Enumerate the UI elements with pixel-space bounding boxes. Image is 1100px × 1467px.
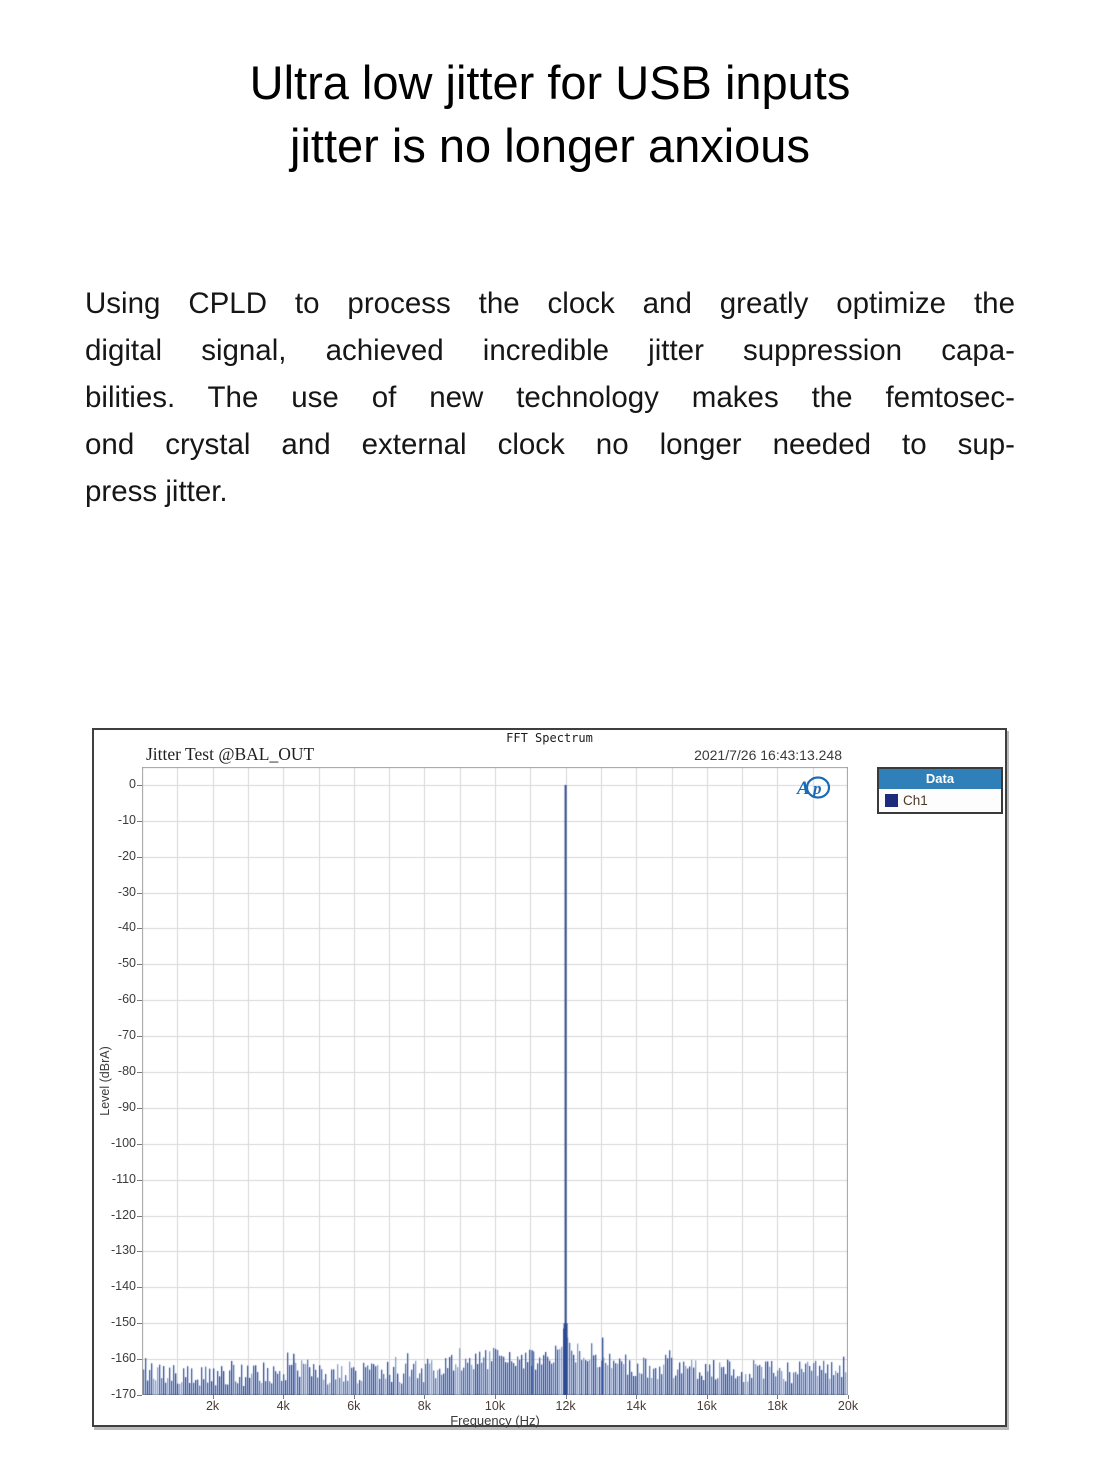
y-tick-label: -160 — [110, 1351, 136, 1366]
y-tick-mark — [137, 821, 142, 822]
y-tick-label: -100 — [110, 1135, 136, 1150]
y-tick-label: -170 — [110, 1387, 136, 1401]
y-tick-label: -70 — [117, 1028, 136, 1043]
y-tick-mark — [137, 1108, 142, 1109]
y-tick-mark — [137, 785, 142, 786]
y-tick-label: -80 — [117, 1064, 136, 1079]
svg-text:A: A — [797, 778, 810, 799]
x-tick-label: 16k — [696, 1399, 717, 1413]
y-tick-label: -140 — [110, 1279, 136, 1294]
y-tick-label: -120 — [110, 1207, 136, 1222]
y-tick-mark — [137, 1395, 142, 1396]
y-tick-label: 0 — [129, 776, 136, 791]
x-tick-mark — [213, 1395, 214, 1399]
intro-paragraph-line: press jitter. — [85, 475, 228, 508]
y-tick-label: -40 — [117, 920, 136, 935]
x-tick-label: 4k — [276, 1399, 290, 1413]
x-tick-mark — [354, 1395, 355, 1399]
x-tick-mark — [777, 1395, 778, 1399]
fft-spectrum-window — [92, 728, 1007, 1427]
y-tick-mark — [137, 1323, 142, 1324]
y-tick-mark — [137, 1287, 142, 1288]
legend-header: Data — [879, 769, 1001, 789]
y-tick-label: -150 — [110, 1315, 136, 1330]
x-axis-title: Frequency (Hz) — [450, 1413, 540, 1428]
x-tick-label: 8k — [417, 1399, 431, 1413]
y-tick-mark — [137, 1036, 142, 1037]
page-title — [0, 52, 1100, 177]
intro-paragraph-line: Using CPLD to process the clock and greatly optimize the — [85, 287, 1015, 320]
x-tick-label: 12k — [555, 1399, 576, 1413]
y-tick-label: -30 — [117, 884, 136, 899]
x-axis-ticks — [142, 1399, 859, 1414]
chart-timestamp: 2021/7/26 16:43:13.248 — [694, 747, 842, 763]
intro-paragraph-line: bilities. The use of new technology makes the femtosec- — [85, 381, 1015, 414]
y-tick-mark — [137, 857, 142, 858]
x-tick-label: 14k — [626, 1399, 647, 1413]
intro-paragraph-line: digital signal, achieved incredible jitter suppression capa- — [85, 334, 1015, 367]
x-tick-mark — [424, 1395, 425, 1399]
y-tick-label: -90 — [117, 1099, 136, 1114]
x-tick-label: 6k — [347, 1399, 361, 1413]
y-tick-mark — [137, 1216, 142, 1217]
ch1-swatch-icon — [885, 794, 898, 807]
legend-row-ch1 — [879, 789, 1001, 812]
y-tick-mark — [137, 893, 142, 894]
y-tick-label: -60 — [117, 992, 136, 1007]
y-tick-mark — [137, 1359, 142, 1360]
x-tick-mark — [283, 1395, 284, 1399]
y-tick-label: -10 — [117, 812, 136, 827]
y-tick-label: -130 — [110, 1243, 136, 1258]
x-tick-mark — [566, 1395, 567, 1399]
chart-test-label: Jitter Test @BAL_OUT — [146, 744, 315, 764]
y-tick-mark — [137, 1000, 142, 1001]
y-axis-ticks — [94, 767, 136, 1401]
x-tick-label: 10k — [484, 1399, 506, 1413]
svg-text:p: p — [813, 779, 822, 798]
legend-series-label: Ch1 — [903, 793, 928, 808]
legend-box — [877, 767, 1003, 814]
y-tick-label: -110 — [111, 1171, 136, 1186]
x-tick-label: 2k — [205, 1399, 220, 1413]
x-tick-label: 18k — [767, 1399, 788, 1413]
y-tick-mark — [137, 1072, 142, 1073]
x-tick-label: 20k — [837, 1399, 859, 1413]
spectrum-plot-canvas — [142, 767, 848, 1395]
page-title-line2: jitter is no longer anxious — [290, 118, 810, 172]
x-tick-mark — [707, 1395, 708, 1399]
y-axis-title: Level (dBrA) — [98, 1046, 112, 1116]
y-tick-mark — [137, 928, 142, 929]
page-title-line1: Ultra low jitter for USB inputs — [249, 56, 851, 109]
intro-paragraph-line: ond crystal and external clock no longer needed to sup- — [85, 428, 1015, 461]
x-tick-mark — [636, 1395, 637, 1399]
y-tick-mark — [137, 1251, 142, 1252]
y-tick-mark — [137, 1180, 142, 1181]
page — [0, 52, 1100, 1428]
x-tick-mark — [495, 1395, 496, 1399]
audio-precision-logo-icon — [794, 774, 834, 807]
chart-window-title: FFT Spectrum — [506, 731, 593, 745]
y-tick-mark — [137, 964, 142, 965]
intro-paragraph — [85, 280, 1015, 515]
y-tick-label: -20 — [117, 848, 136, 863]
y-tick-mark — [137, 1144, 142, 1145]
x-tick-mark — [848, 1395, 849, 1399]
y-tick-label: -50 — [117, 956, 136, 971]
